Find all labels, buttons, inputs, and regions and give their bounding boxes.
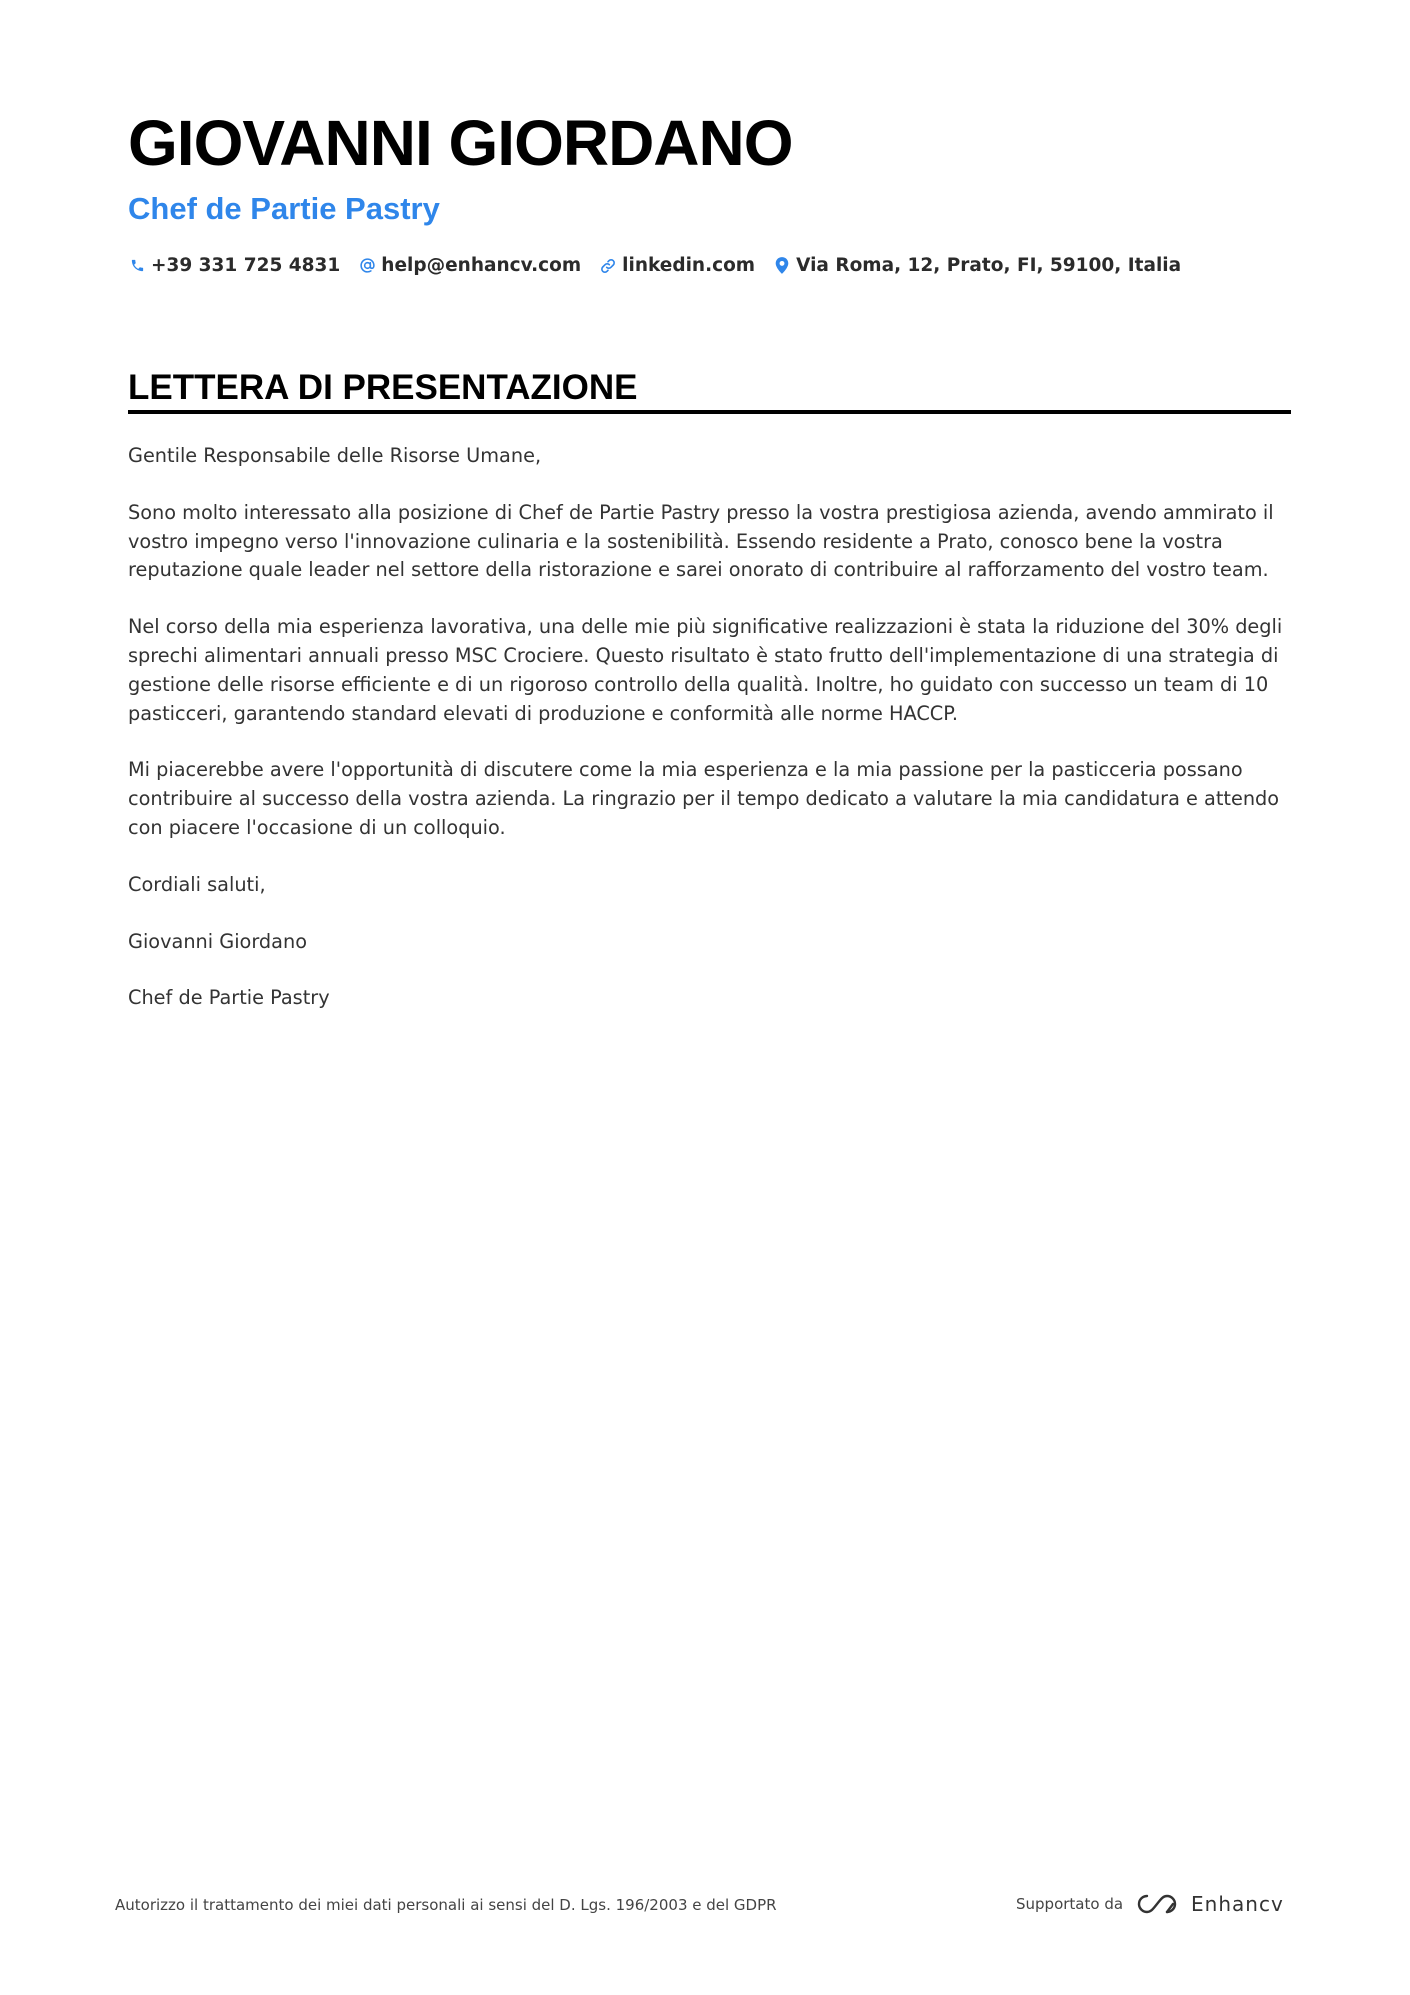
at-icon xyxy=(358,257,376,275)
letter-paragraph: Mi piacerebbe avere l'opportunità di discutere come la mia esperienza e la mia passione per la pasticceria possano contribuire al successo della vostra azienda. La ringrazio per il tempo dedicato a valutare la mia candidatura e attendo con piacere l'occasione di un colloquio. xyxy=(128,758,1280,839)
enhancv-logo-icon xyxy=(1135,1892,1181,1916)
phone-icon xyxy=(128,257,146,275)
letter-paragraph: Sono molto interessato alla posizione di Chef de Partie Pastry presso la vostra prestigiosa azienda, avendo ammirato il vostro impegno verso l'innovazione culinaria e la sostenibilità. Essendo residente a Prato, conosco bene la vostra reputazione quale leader nel settore della ristorazione e sarei onorato di contribuire al rafforzamento del vostro team. xyxy=(128,500,1274,582)
section-divider xyxy=(128,410,1291,414)
powered-by-label: Supportato da xyxy=(1016,1895,1124,1913)
powered-by[interactable] xyxy=(1016,1886,1284,1922)
contact-address-text: Via Roma, 12, Prato, FI, 59100, Italia xyxy=(796,255,1182,276)
letter-body xyxy=(128,442,1291,1041)
section-title: LETTERA DI PRESENTAZIONE xyxy=(128,368,638,407)
contact-address xyxy=(773,255,1181,276)
location-pin-icon xyxy=(773,257,791,275)
contact-email[interactable] xyxy=(358,255,581,276)
contact-phone-text: +39 331 725 4831 xyxy=(151,255,341,276)
contact-linkedin[interactable] xyxy=(599,255,755,276)
contact-email-text: help@enhancv.com xyxy=(381,255,582,276)
letter-greeting: Gentile Responsabile delle Risorse Umane, xyxy=(128,444,542,467)
letter-paragraph: Nel corso della mia esperienza lavorativa, una delle mie più significative realizzazioni è stata la riduzione del 30% degli sprechi alimentari annuali presso MSC Crociere. Questo risultato è stato frutto dell'implementazione di una strategia di gestione delle risorse efficiente e di un rigoroso controllo della qualità. Inoltre, ho guidato con successo un team di 10 pasticceri, garantendo standard elevati di produzione e conformità alle norme HACCP. xyxy=(128,615,1283,725)
gdpr-consent-note: Autorizzo il trattamento dei miei dati personali ai sensi del D. Lgs. 196/2003 e del GDPR xyxy=(115,1896,777,1914)
contact-bar xyxy=(128,255,1199,276)
link-icon xyxy=(599,257,617,275)
contact-linkedin-text: linkedin.com xyxy=(622,255,756,276)
job-title: Chef de Partie Pastry xyxy=(128,191,440,226)
letter-closing: Cordiali saluti, xyxy=(128,872,266,896)
candidate-name: GIOVANNI GIORDANO xyxy=(128,107,793,179)
signature-title: Chef de Partie Pastry xyxy=(128,986,330,1010)
signature-name: Giovanni Giordano xyxy=(128,929,308,953)
brand-name: Enhancv xyxy=(1191,1892,1284,1916)
contact-phone[interactable] xyxy=(128,255,340,276)
